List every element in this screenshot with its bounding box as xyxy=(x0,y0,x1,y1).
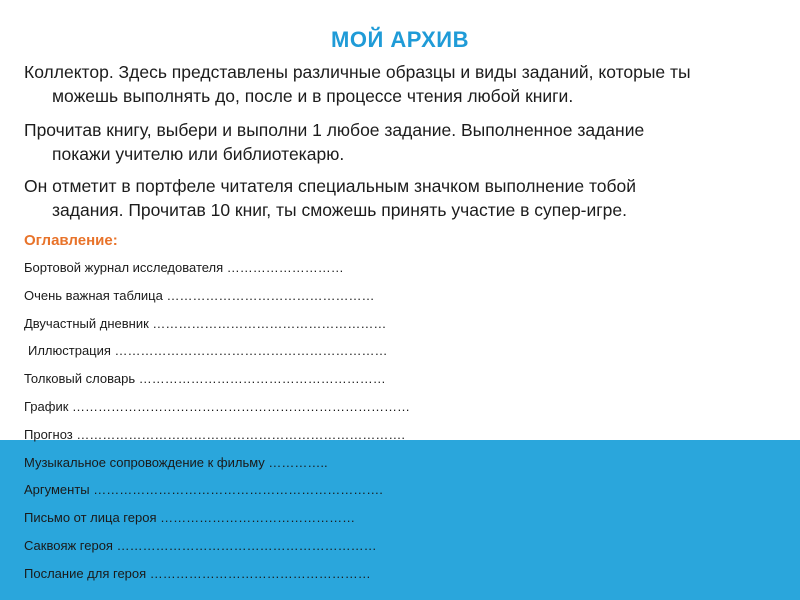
table-of-contents xyxy=(24,258,410,592)
toc-item[interactable]: Прогноз …………………………………………………………………. xyxy=(24,426,405,442)
toc-item[interactable]: Письмо от лица героя ……………………………………… xyxy=(24,510,356,526)
paragraph-line: покажи учителю или библиотекарю. xyxy=(52,144,345,164)
toc-item[interactable]: Двучастный дневник ……………………………………………… xyxy=(24,315,387,331)
toc-item[interactable]: Бортовой журнал исследователя ……………………… xyxy=(24,260,344,275)
toc-item[interactable]: Послание для героя …………………………………………… xyxy=(24,565,371,581)
toc-item[interactable]: Саквояж героя …………………………………………………… xyxy=(24,537,377,553)
toc-item[interactable]: Толковый словарь ………………………………………………… xyxy=(24,371,386,387)
toc-item[interactable]: Очень важная таблица ………………………………………… xyxy=(24,287,375,303)
toc-item[interactable]: График …………………………………………………………………… xyxy=(24,398,411,414)
intro-paragraph-3 xyxy=(24,174,784,222)
paragraph-line: задания. Прочитав 10 книг, ты сможешь принять участие в супер-игре. xyxy=(52,200,627,220)
toc-item[interactable]: Иллюстрация ……………………………………………………… xyxy=(28,343,388,359)
toc-heading: Оглавление: xyxy=(24,232,118,249)
paragraph-line: Он отметит в портфеле читателя специальным значком выполнение тобой xyxy=(24,176,637,196)
paragraph-line: можешь выполнять до, после и в процессе чтения любой книги. xyxy=(52,86,574,106)
page-title: МОЙ АРХИВ xyxy=(331,27,469,52)
toc-item[interactable]: Музыкальное сопровождение к фильму ………….. xyxy=(24,454,328,470)
paragraph-line: Прочитав книгу, выбери и выполни 1 любое задание. Выполненное задание xyxy=(24,120,645,140)
toc-item[interactable]: Аргументы …………………………………………………………. xyxy=(24,482,383,498)
intro-paragraph-1 xyxy=(24,60,784,108)
paragraph-line: Коллектор. Здесь представлены различные образцы и виды заданий, которые ты xyxy=(24,62,691,82)
intro-paragraph-2 xyxy=(24,118,784,166)
